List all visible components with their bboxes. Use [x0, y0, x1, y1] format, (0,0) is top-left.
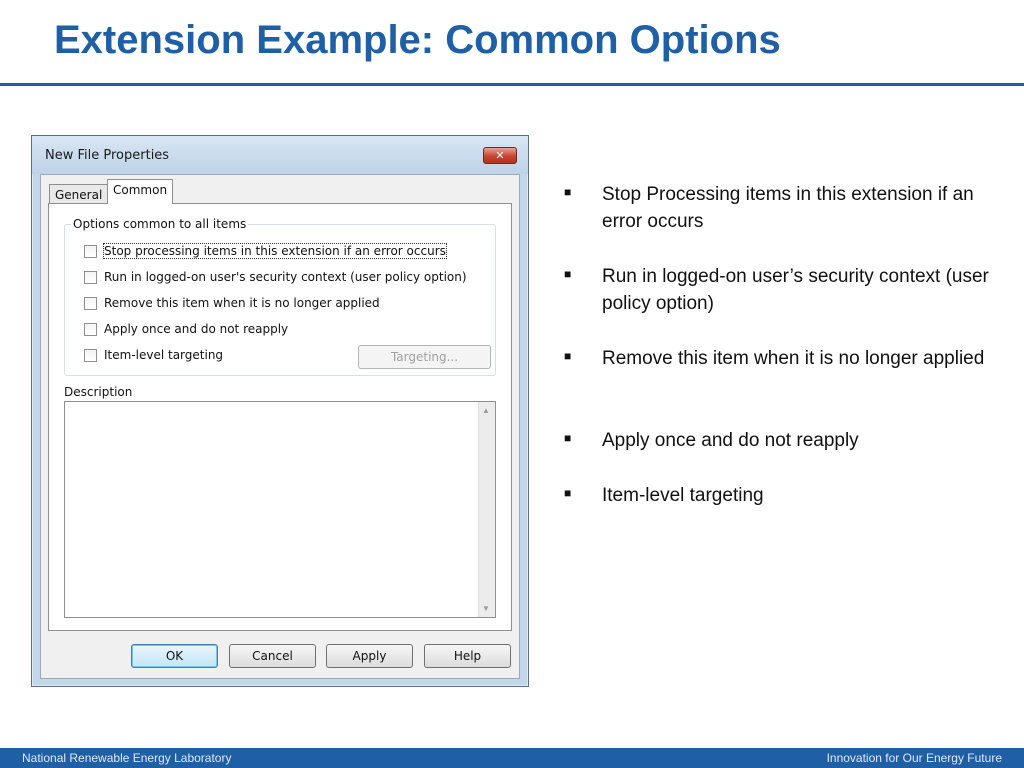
bullet-square-icon: ■ — [564, 486, 572, 500]
bullet-item — [564, 345, 1004, 372]
apply-button[interactable]: Apply — [326, 644, 413, 668]
tab-general[interactable]: General — [49, 184, 108, 203]
option-item-level-targeting[interactable] — [84, 347, 223, 363]
option-stop-processing[interactable] — [84, 243, 446, 259]
help-button[interactable]: Help — [424, 644, 511, 668]
bullet-square-icon: ■ — [564, 267, 572, 281]
checkbox[interactable] — [84, 297, 97, 310]
option-run-in-user-context[interactable] — [84, 269, 467, 285]
dialog-title: New File Properties — [45, 148, 170, 163]
bullet-text: Stop Processing items in this extension if an error occurs — [602, 184, 974, 232]
footer-bar — [0, 748, 1024, 768]
close-button[interactable] — [483, 147, 517, 164]
bullet-text: Item-level targeting — [602, 485, 764, 506]
option-label: Remove this item when it is no longer applied — [104, 296, 380, 310]
footer-organization: National Renewable Energy Laboratory — [22, 751, 232, 765]
tab-common[interactable]: Common — [107, 179, 173, 204]
bullet-square-icon: ■ — [564, 185, 572, 199]
options-group — [64, 217, 496, 376]
tab-panel-common — [48, 203, 512, 631]
dialog-body — [40, 174, 520, 679]
bullet-item — [564, 263, 1004, 317]
option-label: Run in logged-on user's security context (user policy option) — [104, 270, 467, 284]
title-divider — [0, 83, 1024, 86]
option-label: Stop processing items in this extension if an error occurs — [104, 244, 446, 258]
bullet-text: Apply once and do not reapply — [602, 430, 859, 451]
checkbox[interactable] — [84, 349, 97, 362]
properties-dialog — [31, 135, 529, 687]
option-label: Item-level targeting — [104, 348, 224, 362]
cancel-button[interactable]: Cancel — [229, 644, 316, 668]
bullet-item — [564, 482, 1004, 509]
options-group-label: Options common to all items — [73, 217, 247, 231]
targeting-button[interactable]: Targeting... — [358, 345, 491, 369]
bullet-item — [564, 427, 1004, 454]
slide-title: Extension Example: Common Options — [54, 18, 781, 62]
bullet-item — [564, 181, 1004, 235]
option-apply-once[interactable] — [84, 321, 288, 337]
bullet-square-icon: ■ — [564, 431, 572, 445]
checkbox[interactable] — [84, 323, 97, 336]
checkbox[interactable] — [84, 271, 97, 284]
close-icon: ✕ — [495, 149, 505, 162]
ok-button[interactable]: OK — [131, 644, 218, 668]
scroll-down-icon[interactable]: ▼ — [482, 604, 490, 613]
dialog-titlebar[interactable] — [32, 136, 528, 174]
bullet-square-icon: ■ — [564, 349, 572, 363]
description-label: Description — [64, 385, 133, 399]
description-textarea[interactable] — [64, 401, 496, 618]
option-remove-item[interactable] — [84, 295, 380, 311]
bullet-text: Run in logged-on user’s security context (user policy option) — [602, 266, 989, 314]
option-label: Apply once and do not reapply — [104, 322, 289, 336]
checkbox[interactable] — [84, 245, 97, 258]
footer-tagline: Innovation for Our Energy Future — [826, 751, 1002, 765]
bullet-text: Remove this item when it is no longer applied — [602, 348, 985, 369]
description-scrollbar[interactable] — [478, 402, 495, 617]
scroll-up-icon[interactable]: ▲ — [482, 406, 490, 415]
